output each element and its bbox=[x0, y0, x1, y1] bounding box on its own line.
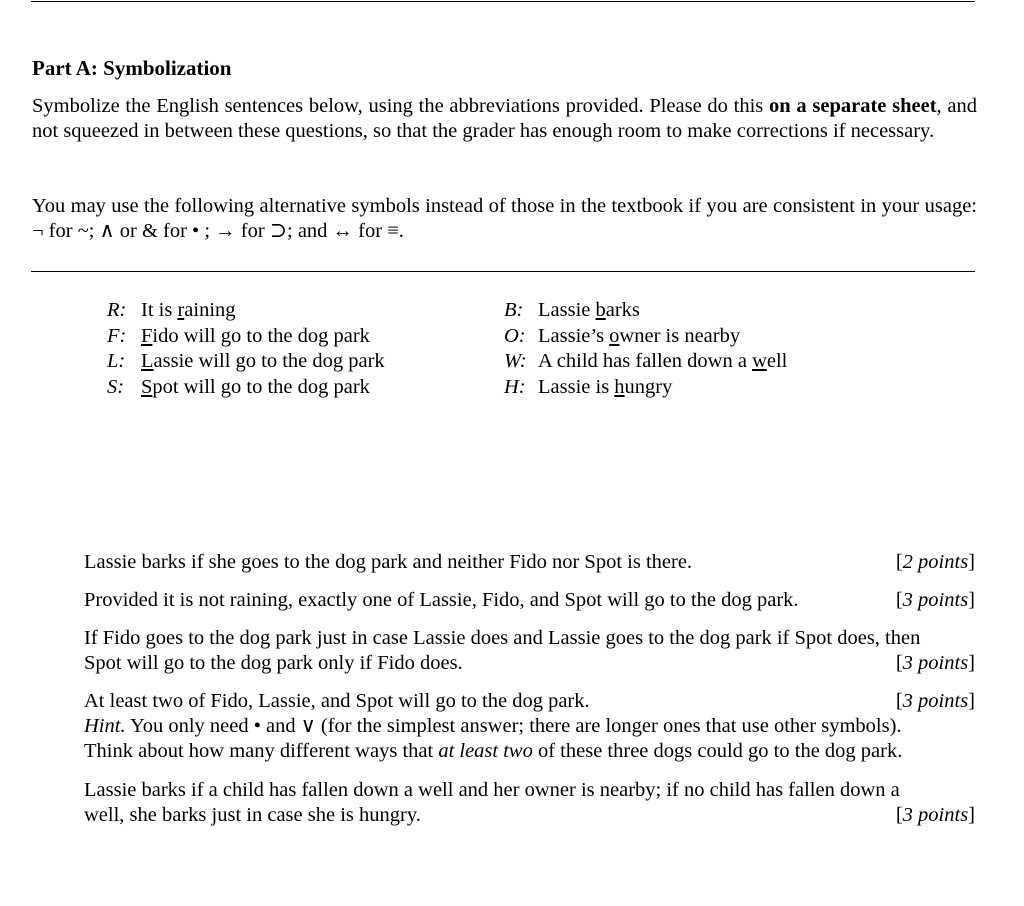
underlined-letter: o bbox=[609, 324, 620, 347]
abbreviation-item bbox=[504, 375, 787, 401]
abbreviation-letter: H: bbox=[504, 375, 526, 398]
abbreviation-list-left bbox=[107, 298, 385, 400]
abbreviation-letter: B: bbox=[504, 299, 524, 321]
underlined-letter: w bbox=[752, 350, 767, 372]
abbreviation-letter: R: bbox=[107, 299, 127, 321]
abbreviation-list-right bbox=[504, 298, 787, 400]
underlined-letter: S bbox=[141, 375, 153, 398]
part-title: Part A: Symbolization bbox=[32, 56, 232, 80]
hint-text-continued: Think about how many different ways that at least two of these three dogs could go to the dog park. bbox=[84, 740, 903, 762]
question-4 bbox=[84, 689, 975, 764]
abbreviation-text: arks bbox=[605, 299, 640, 321]
abbreviation-letter: W: bbox=[504, 350, 527, 372]
abbreviation-item bbox=[107, 349, 385, 375]
abbreviation-item bbox=[504, 349, 787, 375]
points-label: [3 points] bbox=[895, 652, 975, 674]
abbreviation-text: ungry bbox=[624, 375, 673, 398]
top-rule bbox=[31, 1, 975, 2]
symbols-paragraph: You may use the following alternative symbols instead of those in the textbook if you are consistent in your usage: ¬ for ~; ∧ or & for • ; → for ⊃; and ↔ for ≡. bbox=[32, 195, 977, 242]
question-text: At least two of Fido, Lassie, and Spot will go to the dog park. bbox=[84, 690, 590, 712]
abbreviation-text: Lassie’s bbox=[538, 324, 610, 347]
points-label: [3 points] bbox=[895, 589, 975, 611]
abbreviation-letter: F: bbox=[107, 324, 127, 347]
abbreviation-text: aining bbox=[184, 299, 236, 321]
abbreviation-item bbox=[107, 298, 385, 324]
abbreviation-text: Lassie bbox=[538, 299, 596, 321]
abbreviation-text: wner is nearby bbox=[619, 324, 741, 347]
points-label: [3 points] bbox=[895, 804, 975, 826]
question-2 bbox=[84, 588, 975, 613]
abbreviation-text: It is bbox=[141, 299, 178, 321]
section-rule bbox=[31, 271, 975, 272]
underlined-letter: F bbox=[141, 324, 153, 347]
question-text-continued: well, she barks just in case she is hungry. bbox=[84, 804, 421, 826]
abbreviation-item bbox=[107, 324, 385, 350]
abbreviation-letter: O: bbox=[504, 324, 526, 347]
abbreviation-item bbox=[504, 298, 787, 324]
question-text-continued: Spot will go to the dog park only if Fido does. bbox=[84, 652, 463, 674]
question-text: Lassie barks if she goes to the dog park and neither Fido nor Spot is there. bbox=[84, 551, 693, 573]
points-label: [3 points] bbox=[895, 690, 975, 712]
points-label: [2 points] bbox=[895, 551, 975, 573]
question-1 bbox=[84, 550, 975, 575]
underlined-letter: b bbox=[595, 299, 606, 321]
abbreviation-text: assie will go to the dog park bbox=[153, 350, 385, 372]
underlined-letter: r bbox=[177, 299, 185, 321]
question-text: Provided it is not raining, exactly one of Lassie, Fido, and Spot will go to the dog park. bbox=[84, 589, 799, 611]
abbreviation-letter: S: bbox=[107, 375, 125, 398]
question-text: If Fido goes to the dog park just in case Lassie does and Lassie goes to the dog park if Spot does, then bbox=[84, 627, 921, 649]
abbreviation-letter: L: bbox=[107, 350, 126, 372]
abbreviation-text: A child has fallen down a bbox=[538, 350, 753, 372]
abbreviation-item bbox=[107, 375, 385, 401]
hint-text: Hint. You only need • and ∨ (for the simplest answer; there are longer ones that use other symbols). bbox=[84, 715, 902, 737]
abbreviation-text: Lassie is bbox=[538, 375, 615, 398]
abbreviation-text: pot will go to the dog park bbox=[152, 375, 370, 398]
question-5 bbox=[84, 778, 975, 828]
intro-paragraph: Symbolize the English sentences below, using the abbreviations provided. Please do this on a separate sheet, and not squeezed in between these questions, so that the grader has enough room to make corrections if necessary. bbox=[32, 95, 977, 142]
underlined-letter: h bbox=[614, 375, 625, 398]
abbreviation-item bbox=[504, 324, 787, 350]
question-text: Lassie barks if a child has fallen down a well and her owner is nearby; if no child has fallen down a bbox=[84, 779, 900, 801]
abbreviation-text: ido will go to the dog park bbox=[152, 324, 370, 347]
question-3 bbox=[84, 626, 975, 676]
bold-instruction: on a separate sheet bbox=[769, 95, 937, 117]
abbreviation-text: ell bbox=[766, 350, 788, 372]
underlined-letter: L bbox=[141, 350, 154, 372]
